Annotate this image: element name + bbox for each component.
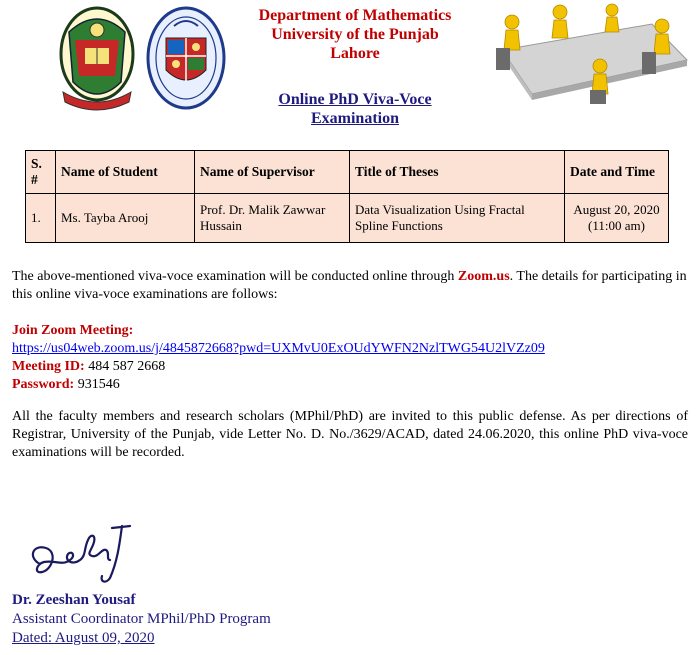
table-header-row — [26, 151, 669, 194]
university-crest-icon — [55, 2, 140, 114]
meeting-clipart-icon — [482, 2, 692, 107]
table-row — [26, 194, 669, 243]
zoom-details — [12, 322, 688, 394]
signature-image — [26, 520, 136, 590]
cell-supervisor: Prof. Dr. Malik Zawwar Hussain — [195, 194, 350, 243]
col-header-student: Name of Student — [56, 151, 195, 194]
password-label: Password: — [12, 377, 75, 392]
cell-date-time — [565, 194, 669, 243]
cell-sno: 1. — [26, 194, 56, 243]
title-line-2: Examination — [310, 110, 399, 127]
col-header-supervisor: Name of Supervisor — [195, 151, 350, 194]
meeting-id-label: Meeting ID: — [12, 359, 85, 374]
zoom-meeting-link[interactable]: https://us04web.zoom.us/j/4845872668?pwd=UXMvU0ExOUdYWFN2NzlTWG54U2lVZz09 — [12, 341, 545, 356]
header-line-3: Lahore — [330, 45, 380, 62]
department-header — [235, 6, 475, 63]
header-line-1: Department of Mathematics — [258, 7, 452, 24]
cell-date: August 20, 2020 — [573, 202, 660, 217]
password-value: 931546 — [77, 377, 120, 392]
department-crest-icon — [144, 2, 229, 114]
signatory-role: Assistant Coordinator MPhil/PhD Program — [12, 611, 271, 627]
title-line-1: Online PhD Viva-Voce — [278, 91, 432, 108]
signatory-name: Dr. Zeeshan Yousaf — [12, 592, 136, 608]
intro-paragraph — [12, 268, 688, 304]
cell-title: Data Visualization Using Fractal Spline Functions — [350, 194, 565, 243]
cell-student: Ms. Tayba Arooj — [56, 194, 195, 243]
platform-name: Zoom.us — [457, 269, 510, 284]
col-header-sno: S. # — [26, 151, 56, 194]
document-title — [235, 90, 475, 128]
signature-date: Dated: August 09, 2020 — [12, 630, 155, 646]
intro-text-after: . The details for participating in this online viva-voce examinations are follows: — [12, 269, 687, 302]
header-line-2: University of the Punjab — [271, 26, 439, 43]
intro-text-before: The above-mentioned viva-voce examination will be conducted online through — [12, 269, 458, 284]
meeting-id-value: 484 587 2668 — [88, 359, 166, 374]
cell-time: (11:00 am) — [588, 218, 645, 233]
viva-table — [25, 150, 669, 243]
col-header-title: Title of Theses — [350, 151, 565, 194]
col-header-date: Date and Time — [565, 151, 669, 194]
notice-paragraph: All the faculty members and research scholars (MPhil/PhD) are invited to this public defense. As per directions of Registrar, University of the Punjab, vide Letter No. D. No./3629/ACAD, dated 24.06.2020, this online PhD viva-voce examinations will be recorded. — [12, 409, 688, 460]
join-zoom-label: Join Zoom Meeting: — [12, 323, 134, 338]
